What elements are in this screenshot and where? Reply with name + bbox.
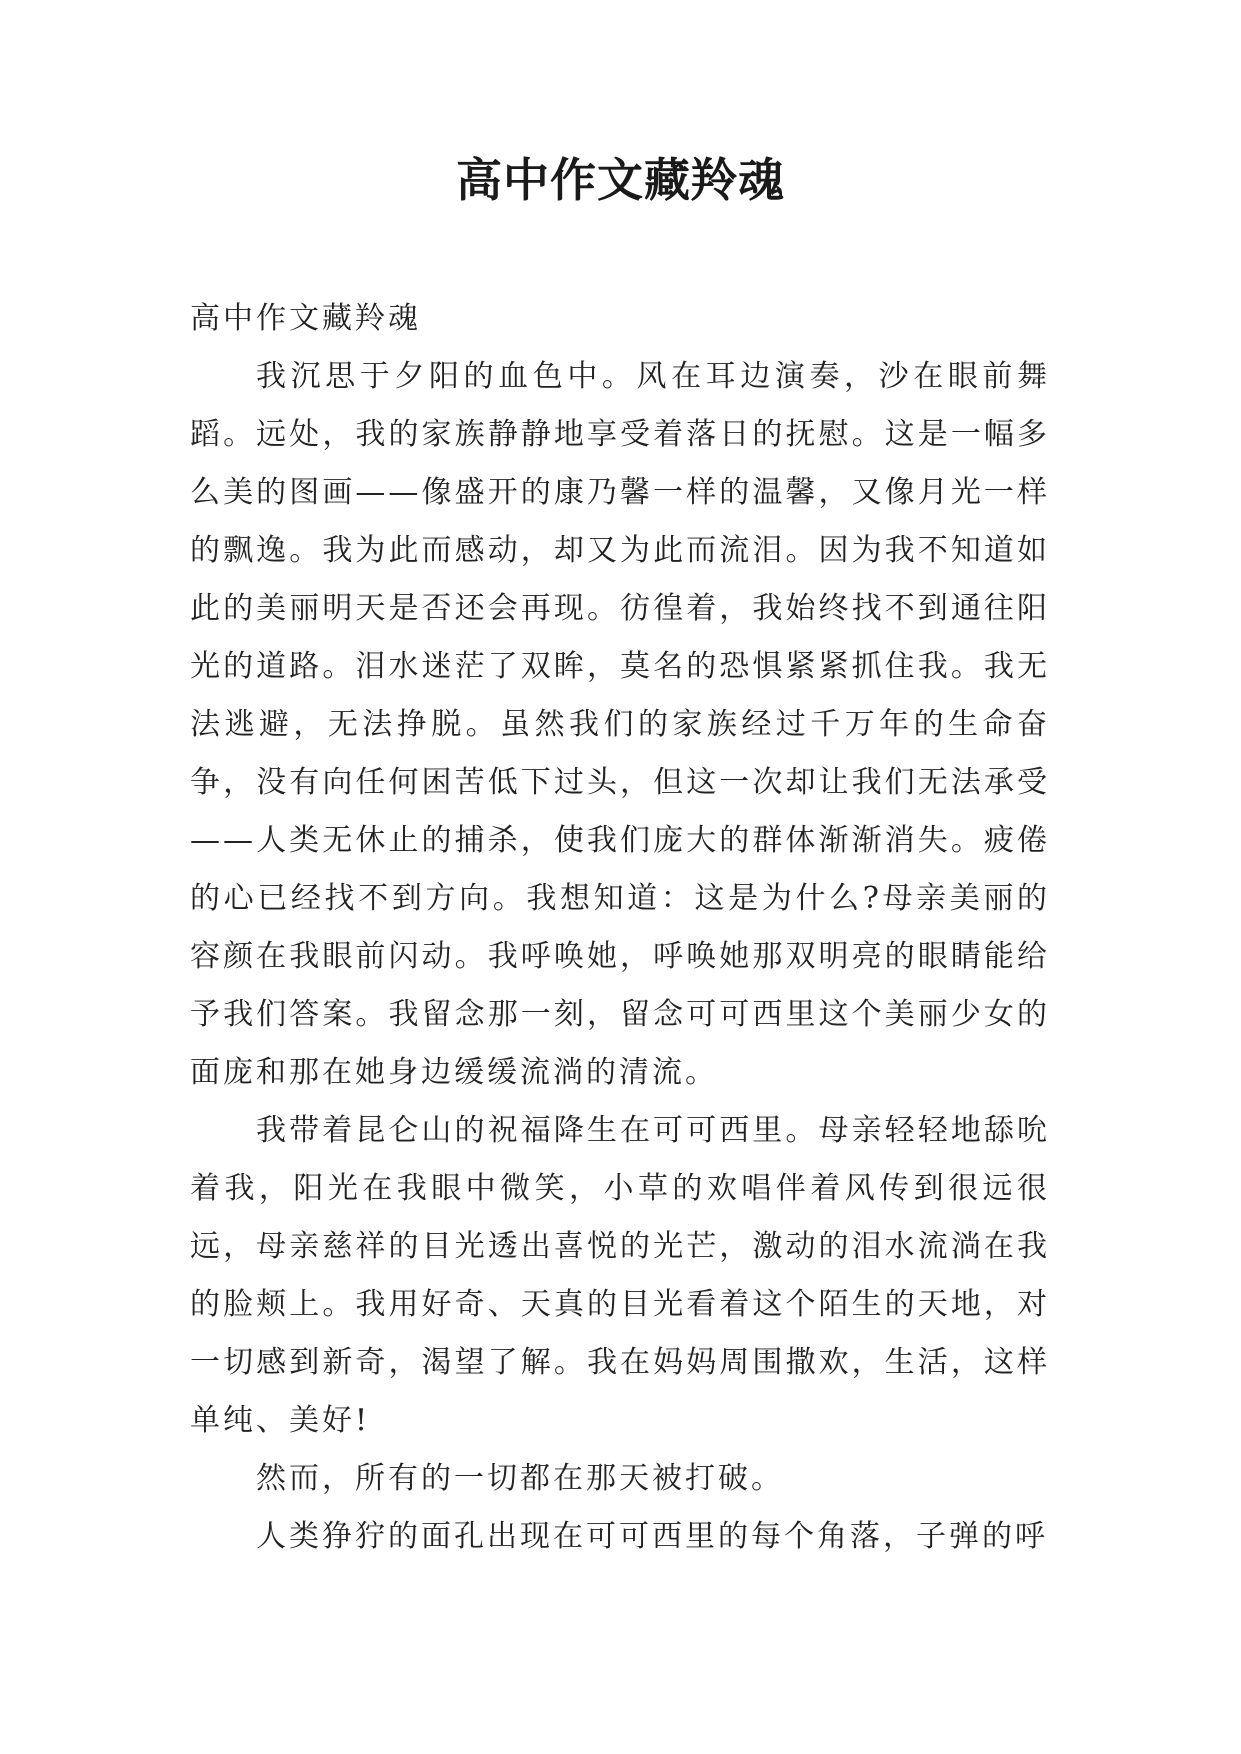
paragraph-4: 人类狰狞的面孔出现在可可西里的每个角落，子弹的呼 bbox=[256, 1519, 1048, 1554]
document-title: 高中作文藏羚魂 bbox=[456, 153, 785, 207]
document-subtitle: 高中作文藏羚魂 bbox=[190, 301, 421, 336]
paragraph-3: 然而，所有的一切都在那天被打破。 bbox=[256, 1461, 784, 1496]
paragraph-2: 我带着昆仑山的祝福降生在可可西里。母亲轻轻地舔吮着我，阳光在我眼中微笑，小草的欢唱伴着风传到很远很远，母亲慈祥的目光透出喜悦的光芒，激动的泪水流淌在我的脸颊上。我用好奇、天真的目光看着这个陌生的天地，对一切感到新奇，渴望了解。我在妈妈周围撒欢，生活，这样单纯、美好! bbox=[190, 1113, 1050, 1438]
document-body bbox=[190, 290, 1050, 1566]
paragraph-1: 我沉思于夕阳的血色中。风在耳边演奏，沙在眼前舞蹈。远处，我的家族静静地享受着落日的抚慰。这是一幅多么美的图画——像盛开的康乃馨一样的温馨，又像月光一样的飘逸。我为此而感动，却又为此而流泪。因为我不知道如此的美丽明天是否还会再现。彷徨着，我始终找不到通往阳光的道路。泪水迷茫了双眸，莫名的恐惧紧紧抓住我。我无法逃避，无法挣脱。虽然我们的家族经过千万年的生命奋争，没有向任何困苦低下过头，但这一次却让我们无法承受——人类无休止的捕杀，使我们庞大的群体渐渐消失。疲倦的心已经找不到方向。我想知道：这是为什么?母亲美丽的容颜在我眼前闪动。我呼唤她，呼唤她那双明亮的眼睛能给予我们答案。我留念那一刻，留念可可西里这个美丽少女的面庞和那在她身边缓缓流淌的清流。 bbox=[190, 359, 1050, 1090]
